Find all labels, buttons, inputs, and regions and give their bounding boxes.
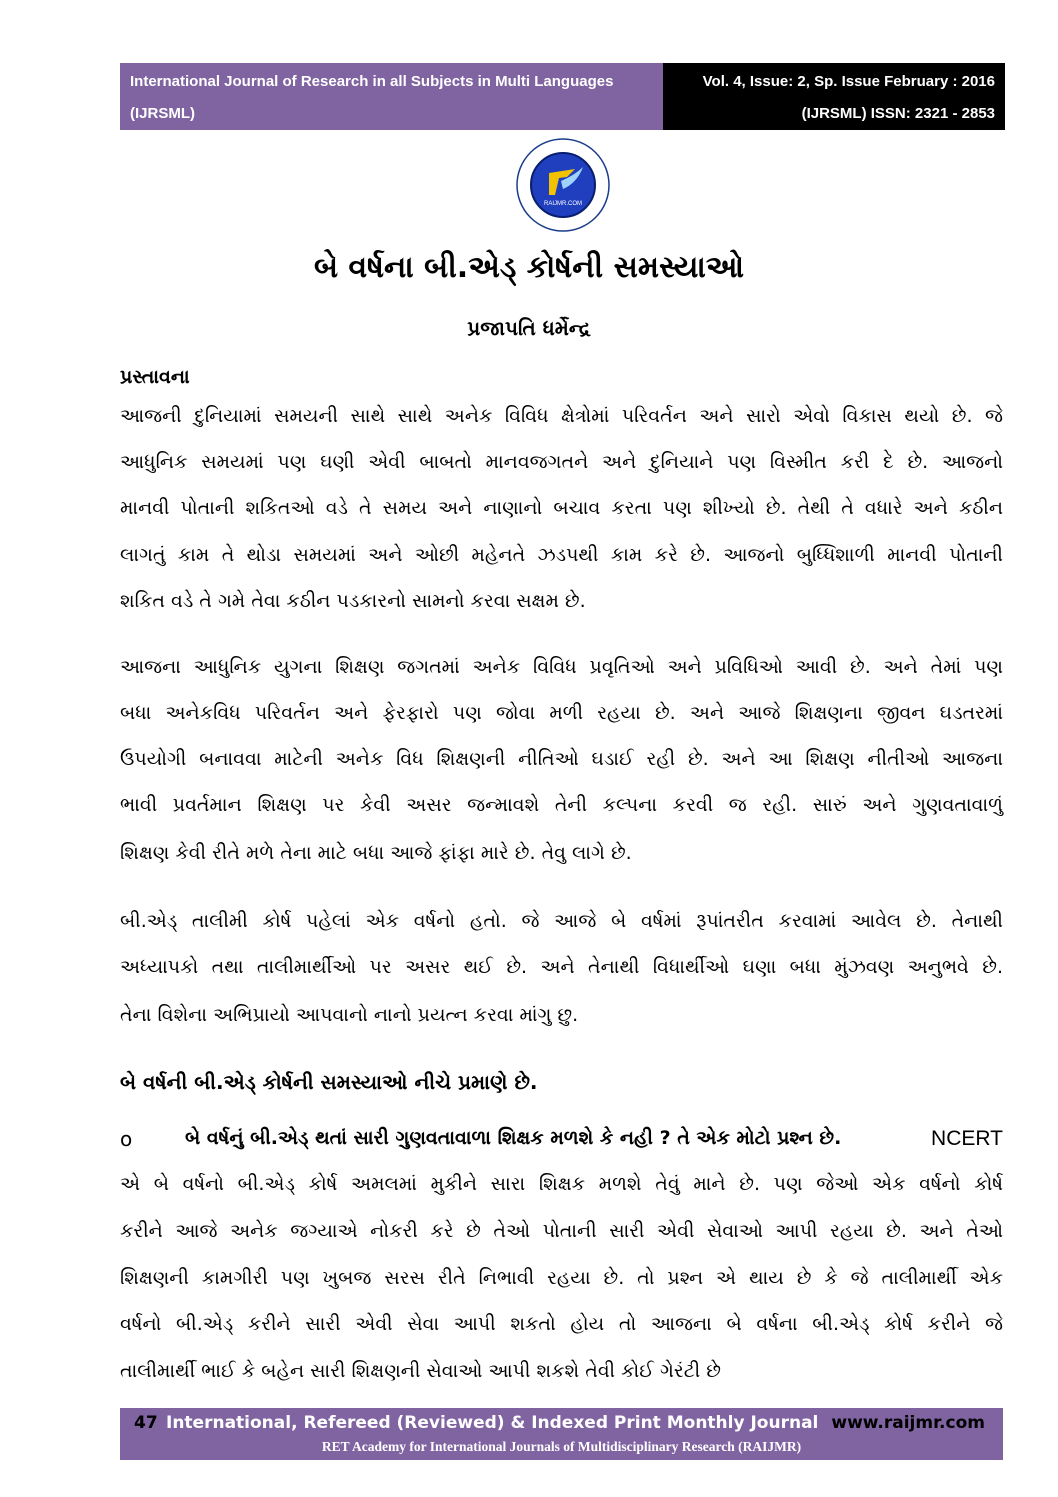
paragraph-line: ભાવી પ્રવર્તમાન શિક્ષણ પર કેવી અસર જન્માવશે તેની કલ્પના કરવી જ રહી. સારું અને ગુણવતાવાળું xyxy=(120,794,1003,816)
journal-logo xyxy=(515,137,611,233)
paragraph-line: શિક્ષણની કામગીરી પણ ખુબજ સરસ રીતે નિભાવી રહયા છે. તો પ્રશ્ન એ થાય છે કે જે તાલીમાર્થી એક xyxy=(120,1267,1003,1289)
paragraph-line: ઉપયોગી બનાવવા માટેની અનેક વિધ શિક્ષણની નીતિઓ ઘડાઈ રહી છે. અને આ શિક્ષણ નીતીઓ આજના xyxy=(120,748,1003,770)
author-name: પ્રજાપતિ ધર્મેન્દ્ર xyxy=(467,316,591,340)
bullet-bold-text: બે વર્ષનું બી.એડ્ થતાં સારી ગુણવતાવાળા શિક્ષક મળશે કે નહી ? તે એક મોટો પ્રશ્ન છે. xyxy=(185,1127,842,1149)
header-issue-block xyxy=(663,63,1005,130)
paragraph-line: માનવી પોતાની શકિતઓ વડે તે સમય અને નાણાનો બચાવ કરતા પણ શીખ્યો છે. તેથી તે વધારે અને કઠીન xyxy=(120,497,1003,519)
paragraph-line: લાગતું કામ તે થોડા સમયમાં અને ઓછી મહેનતે ઝડપથી કામ કરે છે. આજનો બુધ્ધિશાળી માનવી પોતાની xyxy=(120,544,1003,566)
paragraph-line: બધા અનેકવિધ પરિવર્તન અને ફેરફારો પણ જોવા મળી રહયા છે. અને આજે શિક્ષણના જીવન ઘડતરમાં xyxy=(120,702,1003,724)
paragraph-line: આજની દુનિયામાં સમયની સાથે સાથે અનેક વિવિધ ક્ષેત્રોમાં પરિવર્તન અને સારો એવો વિકાસ થયો છે. જે xyxy=(120,405,1003,427)
paragraph-line: કરીને આજે અનેક જગ્યાએ નોકરી કરે છે તેઓ પોતાની સારી એવી સેવાઓ આપી રહયા છે. અને તેઓ xyxy=(120,1220,1003,1242)
paragraph-line: બી.એડ્ તાલીમી કોર્ષ પહેલાં એક વર્ષનો હતો. જે આજે બે વર્ષમાં રૂપાંતરીત કરવામાં આવેલ છે. તેનાથી xyxy=(120,910,1003,932)
paragraph-line: આધુનિક સમયમાં પણ ઘણી એવી બાબતો માનવજગતને અને દુનિયાને પણ વિસ્મીત કરી દે છે. આજનો xyxy=(120,451,1003,473)
journal-name: International Journal of Research in all Subjects in Multi Languages xyxy=(130,73,614,90)
paragraph-line: અધ્યાપકો તથા તાલીમાર્થીઓ પર અસર થઈ છે. અને તેનાથી વિધાર્થીઓ ઘણા બધા મુંઝવણ અનુભવે છે. xyxy=(120,956,1003,978)
svg-text:RAIJMR.COM: RAIJMR.COM xyxy=(544,201,582,207)
problems-heading: બે વર્ષની બી.એડ્ કોર્ષની સમસ્યાઓ નીચે પ્રમાણે છે. xyxy=(120,1070,538,1094)
bullet-circle-icon: o xyxy=(120,1127,133,1151)
paragraph-line: તાલીમાર્થી ભાઈ કે બહેન સારી શિક્ષણની સેવાઓ આપી શકશે તેવી કોઈ ગેરંટી છે xyxy=(120,1360,721,1382)
issn-info: (IJRSML) ISSN: 2321 - 2853 xyxy=(801,105,995,122)
paragraph-line: એ બે વર્ષનો બી.એડ્ કોર્ષ અમલમાં મુકીને સારા શિક્ષક મળશે તેવું માને છે. પણ જેઓ એક વર્ષનો કોર્ષ xyxy=(120,1173,1003,1195)
journal-abbr: (IJRSML) xyxy=(130,105,195,122)
bullet-lead-line xyxy=(185,1127,1003,1151)
paragraph-line: તેના વિશેના અભિપ્રાયો આપવાનો નાનો પ્રયત્ન કરવા માંગુ છુ. xyxy=(120,1004,579,1026)
footer-bar xyxy=(120,1408,1003,1460)
journal-description: International, Refereed (Reviewed) & Indexed Print Monthly Journal xyxy=(166,1413,819,1433)
article-title: બે વર્ષના બી.એડ્ કોર્ષની સમસ્યાઓ xyxy=(313,250,744,285)
paragraph-line: શિક્ષણ કેવી રીતે મળે તેના માટે બધા આજે ફાંફા મારે છે. તેવુ લાગે છે. xyxy=(120,842,632,864)
publisher-name: RET Academy for International Journals of Multidisciplinary Research (RAIJMR) xyxy=(321,1439,802,1454)
paragraph-line: શકિત વડે તે ગમે તેવા કઠીન પડકારનો સામનો કરવા સક્ષમ છે. xyxy=(120,590,586,612)
paragraph-line: વર્ષનો બી.એડ્ કરીને સારી એવી સેવા આપી શકતો હોય તો આજના બે વર્ષના બી.એડ્ કોર્ષ કરીને જે xyxy=(120,1313,1003,1335)
paragraph-line: આજના આધુનિક યુગના શિક્ષણ જગતમાં અનેક વિવિધ પ્રવૃતિઓ અને પ્રવિધિઓ આવી છે. અને તેમાં પણ xyxy=(120,656,1003,678)
bullet-tail-text: NCERT xyxy=(931,1127,1003,1150)
issue-info: Vol. 4, Issue: 2, Sp. Issue February : 2016 xyxy=(702,73,995,90)
website-link[interactable]: www.raijmr.com xyxy=(831,1413,985,1433)
header-journal-block xyxy=(120,63,663,130)
page-number: 47 xyxy=(134,1413,158,1433)
intro-heading: પ્રસ્તાવના xyxy=(120,366,190,388)
